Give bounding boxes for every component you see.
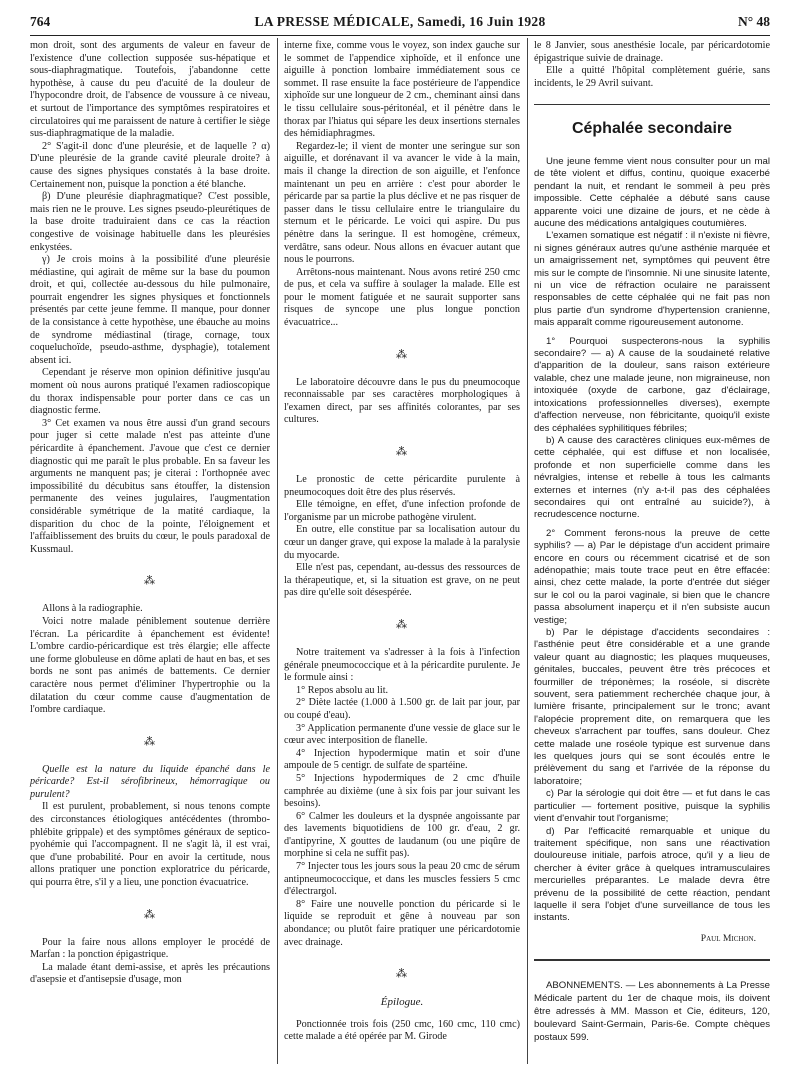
section-ornament: ⁂	[396, 618, 408, 631]
column-divider	[527, 38, 528, 1064]
paragraph: Cependant je réserve mon opinion définitive jusqu'au moment où nous aurons pratiqué l'examen radioscopique du thorax indispensable pour porter dans ce cas un diagnostic ferme.	[30, 367, 270, 417]
column-2	[284, 40, 520, 1044]
paragraph: mon droit, sont des arguments de valeur en faveur de l'existence d'une collection supposée sus-hépatique et sous-diaphragmatique. Toutefois, j'abandonne cette hypothèse, à cause du peu d'acuité de la douleur de l'hypocondre droit, de l'absence de voussure à ce niveau, et surtout de l'importance des symptômes respiratoires et circulatoires qui me paraissent de nature à certifier le siège sus-diaphragmatique de la maladie.	[30, 40, 270, 140]
section-ornament: ⁂	[144, 908, 156, 921]
list-item: 8° Faire une nouvelle ponction du péricarde si le liquide se reproduit et gêne à nouveau par son abondance; ou plutôt faire pratiquer une péricardotomie avec drainage.	[284, 898, 520, 948]
paragraph-question: Quelle est la nature du liquide épanché dans le péricarde? Est-il sérofibrineux, hémorragique ou purulent?	[30, 763, 270, 800]
paragraph: 2° Comment ferons-nous la preuve de cette syphilis? — a) Par le dépistage d'un accident primaire encore en cours ou récemment cicatrisé et de son adénopathie; mais toute trace peut en être effacée: ainsi, chez cette malade, la porte d'entrée dut siéger sur le col ou la paroi vaginale, si bien que le chancre passa absolument inaperçu et il n'en subsiste aucun vestige;	[534, 527, 770, 626]
paragraph: L'examen somatique est négatif : il n'existe ni fièvre, ni signes généraux autres qu'une asthénie marquée et un amaigrissement net, symptômes qui peuvent être mis sur le compte de l'insomnie. Ni une sinusite latente, ni un vice de réfraction oculaire ne paraissent responsables de cette céphalée qui ne fait pas non plus partie d'un syndrome d'hypertension cranienne, mais apparaît comme rigoureusement autonome.	[534, 230, 770, 329]
paragraph: Le laboratoire découvre dans le pus du pneumocoque reconnaissable par ses caractères morphologiques à l'examen direct, par ses affinités colorantes, par ses cultures.	[284, 376, 520, 426]
section-ornament: ⁂	[144, 575, 156, 588]
paragraph: La malade étant demi-assise, et après les précautions d'asepsie et d'antisepsie d'usage, mon	[30, 961, 270, 986]
paragraph: Une jeune femme vient nous consulter pour un mal de tête violent et diffus, continu, quoique exacerbé pendant la nuit, et rendant le sommeil à peu près impossible. Cette céphalée a débuté sans cause apparente voici une dizaine de jours, et ne cède à aucune des médications antalgiques coutumières.	[534, 155, 770, 229]
paragraph: Elle n'est pas, cependant, au-dessus des ressources de la thérapeutique, et, si la situation est grave, on ne peut pas dire qu'elle soit désespérée.	[284, 562, 520, 599]
page-header	[30, 14, 770, 36]
paragraph: Arrêtons-nous maintenant. Nous avons retiré 250 cmc de pus, et cela va suffire à soulager la malade. Elle est pour le moment fatiguée et ne saurait supporter sans risques de syncope une plus longue ponction évacuatrice...	[284, 266, 520, 329]
section-ornament: ⁂	[396, 968, 408, 981]
column-divider	[277, 38, 278, 1064]
author-signature: Paul Michon.	[700, 932, 756, 944]
paragraph: En outre, elle constitue par sa localisation autour du cœur un danger grave, qui expose la malade à la paralysie du myocarde.	[284, 524, 520, 561]
paragraph: interne fixe, comme vous le voyez, son index gauche sur le sommet de l'appendice xiphoïde, et il enfonce une aiguille à ponction lombaire immédiatement sous ce sommet. Il rase ensuite la face postérieure de l'appendice xiphoïde sur une longueur de 2 cm., cheminant ainsi dans le tissu cellulaire sous-péritonéal, et il pénètre dans le thorax par l'hiatus qui sépare les deux insertions sternales des hémidiaphragmes.	[284, 40, 520, 140]
paragraph: 3° Cet examen va nous être aussi d'un grand secours pour juger si cette malade n'est pas atteinte d'une péricardite à épanchement. J'avoue que c'est ce dernier diagnostic qui me paraît le plus probable. En sa faveur les arguments ne manquent pas; je citerai : l'orthopnée avec impossibilité du décubitus sans étouffer, la distension permanente des veines jugulaires, l'augmentation considérable symétrique de la matité cardiaque, la disparition du choc de la pointe, l'éloignement et l'affaiblissement des bruits du cœur, le pouls paradoxal de Kussmaul.	[30, 417, 270, 555]
paragraph: γ) Je crois moins à la possibilité d'une pleurésie médiastine, qui agirait de même sur la base du poumon droit, et qui, collectée au-dessous du hile pulmonaire, pourrait engendrer les signes physiques et fonctionnels présentés par cette jeune femme. Il manque, pour donner de la consistance à cette hypothèse, une ébauche au moins de syndrome médiastinal (tirage, cornage, toux coqueluchoïde, pseudo-asthme, dysphagie), totalement absent ici.	[30, 254, 270, 366]
list-item: 3° Application permanente d'une vessie de glace sur le cœur avec interposition de flanelle.	[284, 722, 520, 747]
subscription-notice: ABONNEMENTS. — Les abonnements à La Presse Médicale partent du 1er de chaque mois, ils doivent être adressés à MM. Masson et Cie, éditeurs, 120, boulevard Saint-Germain, Paris-6e. Compte chèques postaux 599.	[534, 980, 770, 1044]
list-item: 6° Calmer les douleurs et la dyspnée angoissante par des lavements biquotidiens de 100 gr. d'eau, 2 gr. d'antipyrine, X gouttes de laudanum (ou une piqûre de morphine si cela ne suffit pas).	[284, 810, 520, 860]
section-ornament: ⁂	[396, 446, 408, 459]
paragraph: Notre traitement va s'adresser à la fois à l'infection générale pneumococcique et à la péricardite purulente. Je le formule ainsi :	[284, 646, 520, 684]
list-item: 4° Injection hypodermique matin et soir d'une ampoule de 5 centigr. de sulfate de spartéine.	[284, 747, 520, 772]
paragraph: β) D'une pleurésie diaphragmatique? C'est possible, mais rien ne le prouve. Les signes pseudo-pleurétiques de la base droite traduiraient dans ce cas la réaction congestive de voisinage habituelle dans les pleurésies enkystées.	[30, 191, 270, 253]
paragraph: b) A cause des caractères cliniques eux-mêmes de cette céphalée, qui est diffuse et non localisée, profonde et non superficielle comme dans les névralgies, intense et rebelle à tous les calmants externes et internes (n'y a-t-il pas des céphalées secondaires qui ont entraîné au suicide?), à recrudescence nocturne.	[534, 434, 770, 521]
paragraph: Voici notre malade péniblement soutenue derrière l'écran. La péricardite à épanchement est évidente! L'ombre cardio-péricardique est très élargie; elle affecte une forme globuleuse en dôme aplati de haut en bas, et ses bords ne sont pas animés de battements. Ce dernier caractère nous permet d'éliminer l'hypertrophie ou la dilatation du cœur comme cause d'augmentation de l'ombre cardiaque.	[30, 615, 270, 716]
paragraph: Ponctionnée trois fois (250 cmc, 160 cmc, 110 cmc) cette malade a été opérée par M. Girode	[284, 1018, 520, 1043]
paragraph: Le pronostic de cette péricardite purulente à pneumocoques doit être des plus réservés.	[284, 474, 520, 498]
paragraph: b) Par le dépistage d'accidents secondaires : l'asthénie peut être considérable et a une grande valeur quant au diagnostic; les plaques muqueuses, génitales, buccales, peuvent être très précoces et fourmiller de tréponèmes; la roséole, si discrète souvent, sera patiemment recherchée chaque jour, à lumière frisante, principalement sur le tronc; avant l'alopécie proprement dite, on remarquera que les cheveux s'arrachent par touffes, sans douleur. Chez cette malade une roséole typique est survenue dans les quelques jours qui se sont écoulés entre le prélèvement du sang et l'arrivée de la réponse du laboratoire;	[534, 627, 770, 787]
issue-number: N° 48	[737, 14, 770, 29]
paragraph: c) Par la sérologie qui doit être — et fut dans le cas particulier — fortement positive, puisque la syphilis vient d'envahir tout l'organisme;	[534, 788, 770, 825]
paragraph: Elle a quitté l'hôpital complètement guérie, sans incidents, le 29 Avril suivant.	[534, 65, 770, 89]
paragraph: Il est purulent, probablement, si nous tenons compte des circonstances étiologiques antécédentes (thrombo-phlébite grippale) et des symptômes généraux de septico-pyohémie qui l'accompagnent. Il ne s'agit là, il est vrai, que d'une probabilité. Pour en avoir la certitude, nous allons pratiquer une ponction exploratrice du péricarde, qui pourra être, s'il y a lieu, une ponction évacuatrice.	[30, 801, 270, 889]
paragraph: 1° Pourquoi suspecterons-nous la syphilis secondaire? — a) A cause de la soudaineté relative d'apparition de la douleur, sans raison extérieure valable, chez une malade jeune, non migraineuse, non intoxiquée (oxyde de carbone, gaz d'éclairage, intoxications professionnelles diverses), exempte d'affection nerveuse, non fébricitante, quoiqu'il existe des céphalées syphilitiques fébriles;	[534, 335, 770, 434]
list-item: 2° Diète lactée (1.000 à 1.500 gr. de lait par jour, par ou coupé d'eau).	[284, 697, 520, 721]
epilogue-heading: Épilogue.	[380, 996, 424, 1009]
paragraph: Elle témoigne, en effet, d'une infection profonde de l'organisme par un microbe pathogène virulent.	[284, 499, 520, 523]
section-ornament: ⁂	[396, 348, 408, 361]
page-number: 764	[30, 14, 51, 29]
list-item: 1° Repos absolu au lit.	[296, 684, 389, 696]
header-rule	[30, 35, 770, 36]
column-1	[30, 40, 270, 987]
section-ornament: ⁂	[144, 735, 156, 748]
paragraph: 2° S'agit-il donc d'une pleurésie, et de laquelle ? α) D'une pleurésie de la grande cavité pleurale droite? à cause des signes physiques constatés à la base droite. Certainement non, puisque la ponction a été blanche.	[30, 140, 270, 190]
article-title: Céphalée secondaire	[571, 120, 733, 138]
paragraph: Allons à la radiographie.	[42, 603, 143, 615]
section-rule	[534, 104, 770, 105]
journal-title: LA PRESSE MÉDICALE, Samedi, 16 Juin 1928	[254, 14, 546, 29]
list-item: 5° Injections hypodermiques de 2 cmc d'huile camphrée au dixième (une à six fois par jour suivant les besoins).	[284, 772, 520, 810]
column-3	[534, 40, 770, 1044]
paragraph: Pour la faire nous allons employer le procédé de Marfan : la ponction épigastrique.	[30, 936, 270, 961]
paragraph: le 8 Janvier, sous anesthésie locale, par péricardotomie épigastrique suivie de drainage.	[534, 40, 770, 64]
list-item: 7° Injecter tous les jours sous la peau 20 cmc de sérum antipneumococcique, et dans les muscles fessiers 5 cmc d'électrargol.	[284, 861, 520, 898]
paragraph: d) Par l'efficacité remarquable et unique du traitement spécifique, non sans une réactivation douloureuse initiale, parfois atroce, qu'il y a lieu de chercher à éviter grâce à quelques intramusculaires mercurielles préparantes. Le malade devra être prévenu de la possibilité de cette réaction, pendant laquelle il sera l'objet d'une surveillance de tous les instants.	[534, 825, 770, 924]
section-rule	[534, 959, 770, 961]
paragraph: Regardez-le; il vient de monter une seringue sur son aiguille, et dorénavant il va avancer le vide à la main, mais il change la direction de son aiguille, et l'enfonce maintenant un peu en arrière : c'est pour aborder le péricarde par sa partie la plus déclive et ne pas risquer de passer dans le tissu cellulaire entre le triangulaire du sternum et le péricarde. Le voici qui aspire. Du pus pénètre dans la seringue. Il est homogène, crémeux, verdâtre, sans odeur. Nous allons en évacuer autant que nous le pourrons.	[284, 140, 520, 266]
